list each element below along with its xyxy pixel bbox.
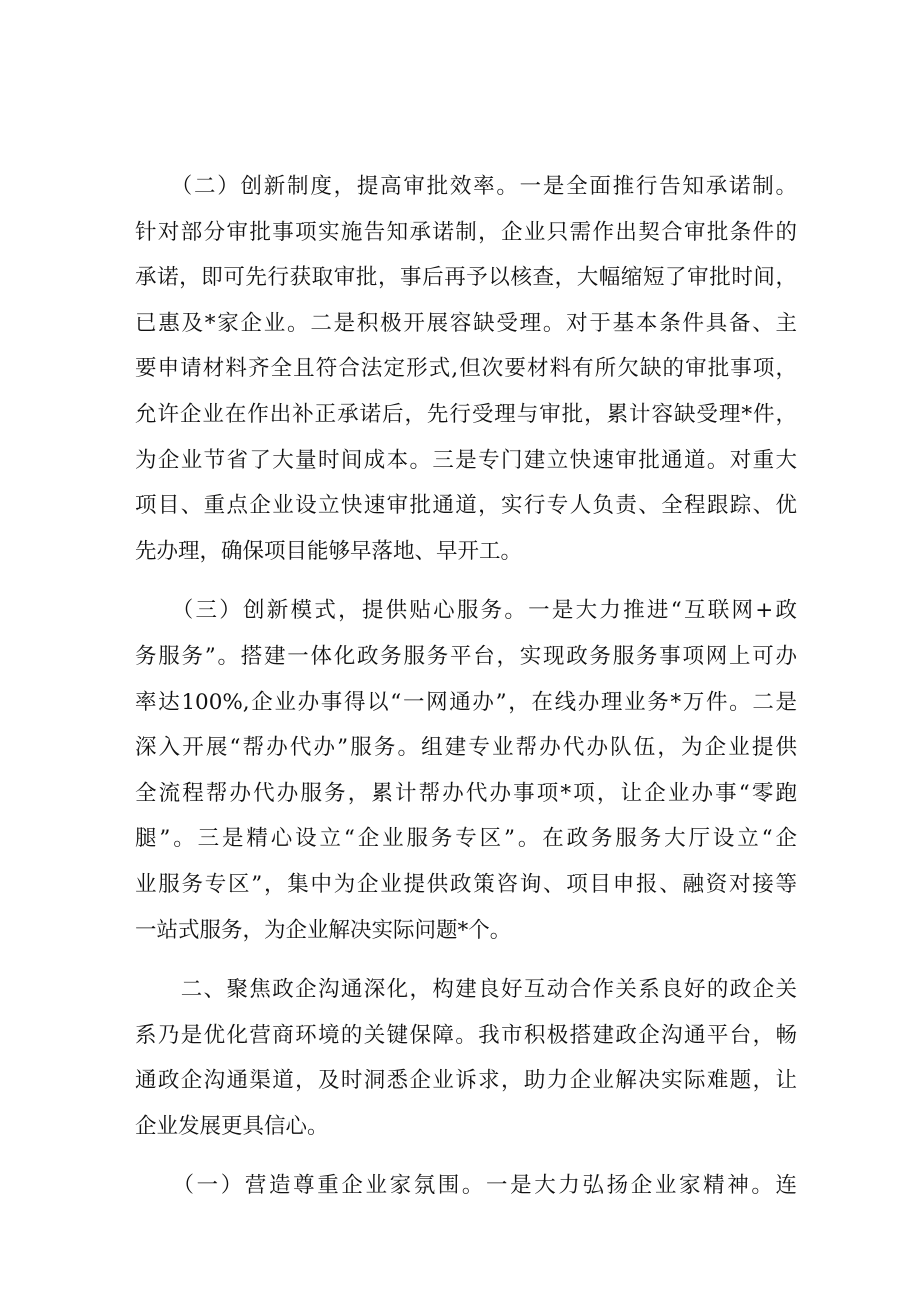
paragraph-line: 要申请材料齐全且符合法定形式,但次要材料有所欠缺的审批事项， (135, 356, 797, 382)
paragraph-line: 针对部分审批事项实施告知承诺制，企业只需作出契合审批条件的 (135, 219, 797, 245)
paragraph-line: 先办理，确保项目能够早落地、早开工。 (135, 538, 523, 564)
paragraph-line: 务服务”。搭建一体化政务服务平台，实现政务服务事项网上可办 (135, 643, 797, 669)
paragraph-spacer (135, 953, 797, 967)
paragraph-line: 企业发展更具信心。 (135, 1113, 329, 1139)
paragraph-line: 通政企沟通渠道，及时洞悉企业诉求，助力企业解决实际难题，让 (135, 1068, 797, 1094)
section-heading-line: 二、聚焦政企沟通深化，构建良好互动合作关系良好的政企关 (135, 977, 797, 1003)
paragraph-line: 已惠及*家企业。二是积极开展容缺受理。对于基本条件具备、主 (135, 310, 797, 336)
paragraph-line: 为企业节省了大量时间成本。三是专门建立快速审批通道。对重大 (135, 447, 797, 473)
paragraph-line: （二）创新制度，提高审批效率。一是全面推行告知承诺制。 (135, 174, 797, 199)
paragraph-line: 率达100%,企业办事得以“一网通办”，在线办理业务*万件。二是 (135, 689, 797, 715)
paragraph-line: 一站式服务，为企业解决实际问题*个。 (135, 917, 512, 943)
paragraph-line: 允许企业在作出补正承诺后，先行受理与审批，累计容缺受理*件， (135, 401, 797, 427)
paragraph-entrepreneur-atmosphere (135, 1163, 797, 1209)
paragraph-line: 承诺，即可先行获取审批，事后再予以核查，大幅缩短了审批时间， (135, 265, 797, 291)
paragraph-line: 业服务专区”，集中为企业提供政策咨询、项目申报、融资对接等 (135, 871, 797, 897)
paragraph-section-two (135, 967, 797, 1149)
paragraph-innovate-model (135, 588, 797, 953)
paragraph-line: （三）创新模式，提供贴心服务。一是大力推进“互联网+政 (135, 598, 797, 624)
paragraph-innovate-system (135, 164, 797, 574)
paragraph-line: 系乃是优化营商环境的关键保障。我市积极搭建政企沟通平台，畅 (135, 1022, 797, 1048)
paragraph-line: 项目、重点企业设立快速审批通道，实行专人负责、全程跟踪、优 (135, 493, 797, 519)
paragraph-line: 深入开展“帮办代办”服务。组建专业帮办代办队伍，为企业提供 (135, 735, 797, 761)
paragraph-line: 腿”。三是精心设立“企业服务专区”。在政务服务大厅设立“企 (135, 826, 797, 852)
paragraph-line: 全流程帮办代办服务，累计帮办代办事项*项，让企业办事“零跑 (135, 780, 797, 806)
paragraph-spacer (135, 574, 797, 588)
paragraph-line: （一）营造尊重企业家氛围。一是大力弘扬企业家精神。连 (135, 1173, 797, 1199)
document-body (135, 164, 797, 1209)
paragraph-spacer (135, 1149, 797, 1163)
